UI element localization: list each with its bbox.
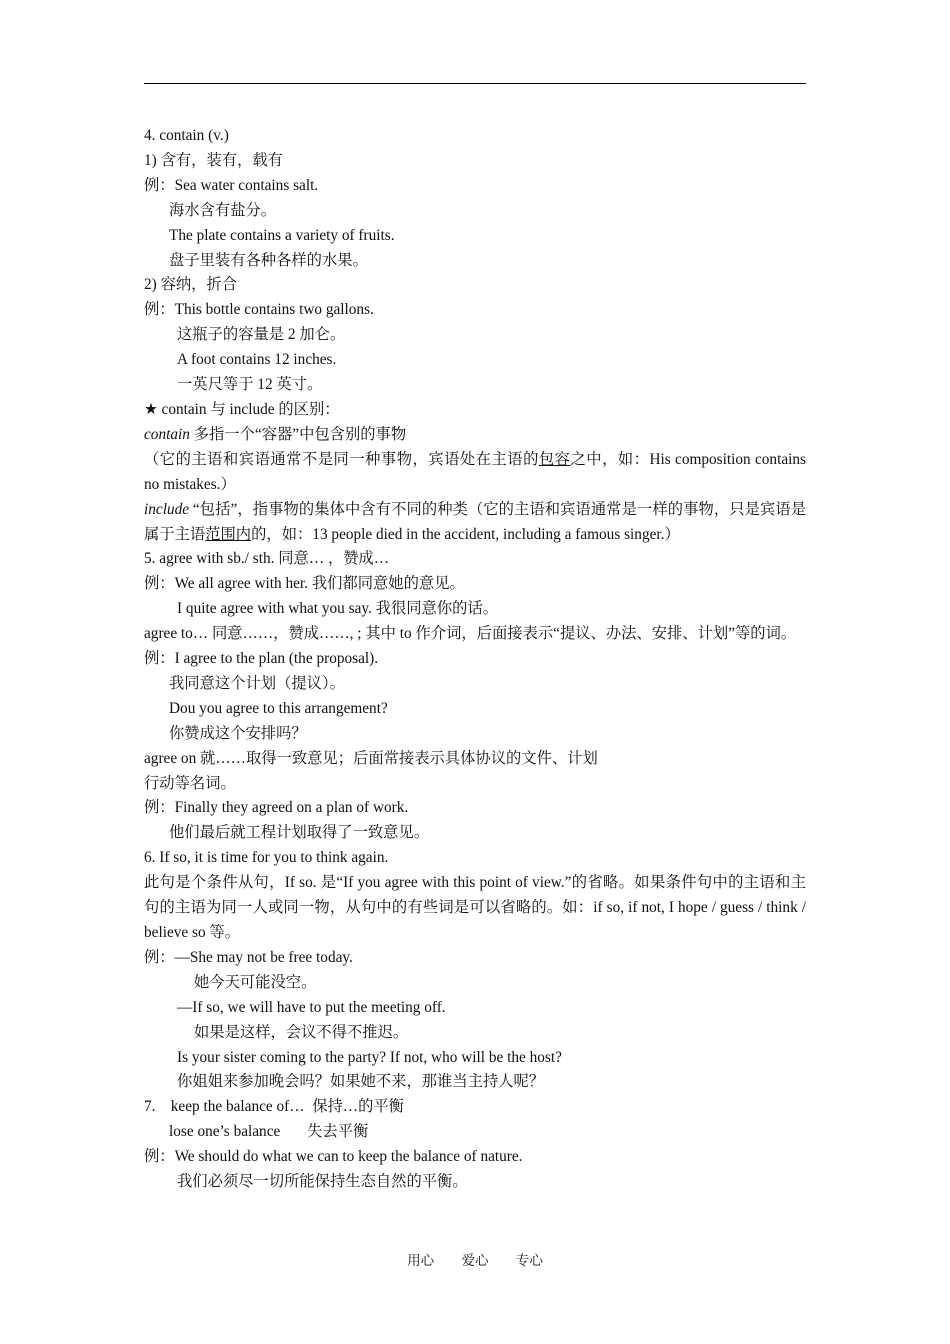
translation-line: 这瓶子的容量是 2 加仑。 [177, 326, 346, 344]
example-line: Is your sister coming to the party? If not, who will be the host? [177, 1048, 562, 1066]
translation-line: 她今天可能没空。 [194, 973, 317, 991]
example-line: Dou you agree to this arrangement? [169, 699, 388, 717]
text-line: 1) 含有，装有，载有 [144, 151, 283, 169]
footer-text: 专心 [515, 1253, 543, 1268]
example-line: 例：—She may not be free today. [144, 948, 353, 966]
section-heading-contain: 4. contain (v.) [144, 127, 229, 144]
example-line: 例：We all agree with her. 我们都同意她的意见。 [144, 575, 465, 593]
example-line: 例：Finally they agreed on a plan of work. [144, 799, 409, 817]
text-line: 行动等名词。 [144, 774, 236, 792]
example-line: A foot contains 12 inches. [177, 351, 337, 369]
text-line: agree on 就……取得一致意见；后面常接表示具体协议的文件、计划 [144, 749, 598, 767]
translation-line: 海水含有盐分。 [169, 201, 277, 219]
example-line: 例：I agree to the plan (the proposal). [144, 650, 379, 668]
term-include: include [144, 500, 190, 518]
translation-line: 我同意这个计划（提议）。 [169, 674, 345, 692]
text-span: 多指一个“容器”中包含别的事物 [189, 425, 407, 443]
example-line: 例：We should do what we can to keep the balance of nature. [144, 1148, 523, 1166]
paragraph: agree to… 同意……，赞成……, ; 其中 to 作介词，后面接表示“提议、办法、安排、计划”等的词。 [144, 625, 797, 643]
header-rule [144, 83, 806, 84]
example-line: 例：This bottle contains two gallons. [144, 301, 374, 319]
underlined-term: 范围内 [205, 525, 252, 543]
section-heading-agree: 5. agree with sb./ sth. 同意… ，赞成… [144, 550, 390, 568]
example-line: I quite agree with what you say. 我很同意你的话。 [177, 600, 499, 618]
footer-text: 用心 [407, 1253, 435, 1268]
paragraph [144, 498, 806, 548]
translation-line: 如果是这样，会议不得不推迟。 [194, 1023, 409, 1041]
translation-line: 他们最后就工程计划取得了一致意见。 [169, 824, 430, 842]
translation-line: 一英尺等于 12 英寸。 [177, 376, 323, 394]
translation-line: 盘子里装有各种各样的水果。 [169, 251, 368, 269]
footer-text: 爱心 [461, 1253, 489, 1268]
paragraph [144, 448, 806, 498]
example-line: 例：Sea water contains salt. [144, 176, 319, 194]
translation-line: 你赞成这个安排吗？ [169, 724, 307, 742]
document-body [144, 124, 806, 1195]
term-contain: contain [144, 425, 190, 443]
paragraph: 此句是个条件从句，If so. 是“If you agree with this point of view.”的省略。如果条件句中的主语和主句的主语为同一人或同一物，从句中的有些词是可以省略的。如：if so, if not, I hope / guess / think / believe so 等。 [144, 874, 806, 941]
underlined-term: 包容 [538, 450, 571, 468]
text-line: 2) 容纳，折合 [144, 276, 238, 294]
translation-line: 你姐姐来参加晚会吗？如果她不来，那谁当主持人呢？ [177, 1073, 545, 1091]
section-heading-if-so: 6. If so, it is time for you to think again. [144, 849, 389, 867]
translation-line: 我们必须尽一切所能保持生态自然的平衡。 [177, 1173, 468, 1191]
page-footer [0, 1249, 950, 1269]
comparison-heading: ★ contain 与 include 的区别： [144, 400, 340, 418]
example-line: The plate contains a variety of fruits. [169, 226, 395, 244]
text-span: （它的主语和宾语通常不是同一种事物，宾语处在主语的 [144, 450, 539, 468]
text-line [144, 423, 806, 448]
text-line: lose one’s balance 失去平衡 [169, 1123, 369, 1141]
text-span: “包括”，指事物的集体中含有不同的种类（它的主语和宾语通常是一样的事物，只是宾语是属于主语 [144, 500, 806, 543]
example-line: —If so, we will have to put the meeting off. [177, 998, 446, 1016]
section-heading-balance: 7. keep the balance of… 保持…的平衡 [144, 1098, 404, 1116]
text-span: 之中，如：His composition contains no mistakes.） [144, 450, 806, 493]
text-span: 的，如：13 people died in the accident, including a famous singer.） [251, 525, 680, 543]
